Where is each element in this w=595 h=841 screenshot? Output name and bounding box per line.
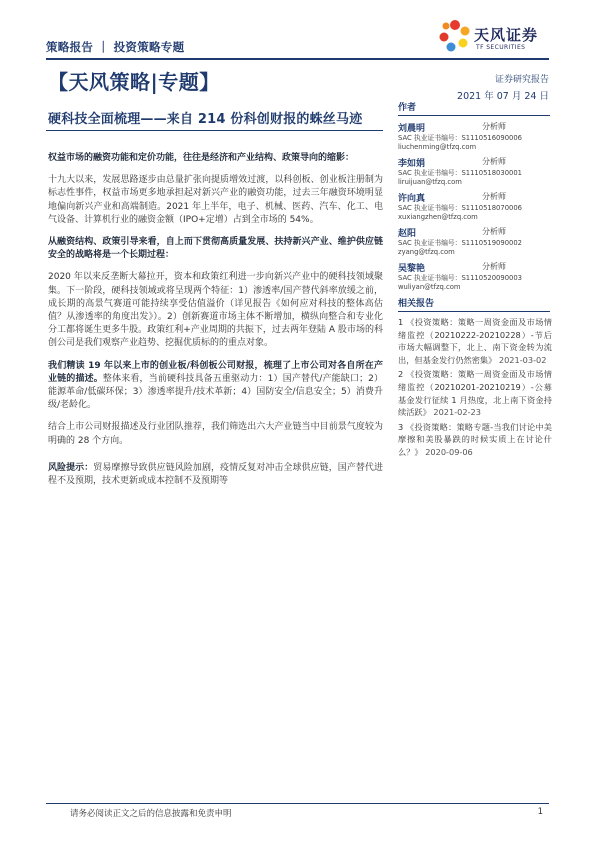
author-email[interactable]: liruijuan@tfzq.com bbox=[398, 178, 462, 186]
report-date: 2021 年 07 月 24 日 bbox=[457, 91, 549, 102]
author-cert: SAC 执业证书编号：S1110520090003 bbox=[398, 274, 522, 282]
body-paragraph-1: 权益市场的融资功能和定价功能，往往是经济和产业结构、政策导向的缩影： bbox=[48, 153, 355, 163]
related-report-title: 3 《投资策略：策略专题-当我们讨论中美摩擦和美股暴跌的时候实质上在讨论什么？》 bbox=[398, 421, 552, 457]
related-reports-list bbox=[398, 316, 552, 461]
body-paragraph-2: 十九大以来，发展思路逐步由总量扩张向提质增效过渡，以科创板、创业板注册制为标志性事件，权益市场更多地承担起对新兴产业的融资功能，过去三年融资环境明显地偏向新兴产业和高端制造。2021 年上半年，电子、机械、医药、汽车、化工、电气设备、计算机行业的融资金额（IPO+定增）占到全市场的 54%。 bbox=[48, 175, 383, 225]
author-email[interactable]: liuchenming@tfzq.com bbox=[398, 143, 477, 151]
author-name: 吴黎艳 bbox=[398, 264, 426, 274]
report-type: 证券研究报告 bbox=[494, 75, 549, 85]
author-panel bbox=[398, 100, 550, 296]
author-entry bbox=[398, 191, 550, 222]
related-report-date: 2020-09-06 bbox=[425, 446, 473, 457]
author-role: 分析师 bbox=[482, 157, 506, 166]
author-email[interactable]: xuxiangzhen@tfzq.com bbox=[398, 213, 478, 221]
footer-divider bbox=[46, 803, 549, 804]
header-divider bbox=[46, 58, 549, 60]
body-paragraph-5 bbox=[48, 360, 383, 413]
author-entry bbox=[398, 121, 550, 152]
subtitle-divider bbox=[46, 130, 383, 131]
body-paragraph-5-rest: 整体来看，当前硬科技具备五重驱动力：1）国产替代/产能缺口；2）能源革命/低碳环保；3）渗透率提升/技术革新；4）国防安全/信息安全；5）消费升级/老龄化。 bbox=[48, 373, 383, 411]
author-name: 刘晨明 bbox=[398, 124, 426, 134]
report-subtitle: 硬科技全面梳理——来自 214 份科创财报的蛛丝马迹 bbox=[48, 112, 363, 127]
author-role: 分析师 bbox=[482, 122, 506, 131]
authors-heading: 作者 bbox=[398, 100, 550, 116]
author-email[interactable]: zyang@tfzq.com bbox=[398, 248, 455, 256]
company-logo bbox=[438, 18, 550, 56]
author-entry bbox=[398, 156, 550, 187]
author-email[interactable]: wuliyan@tfzq.com bbox=[398, 283, 461, 291]
related-report-title: 1 《投资策略：策略一周资金面及市场情绪监控（20210222-20210228）-节后市场大幅调整下，北上、南下资金转为流出，但基金发行仍然密集》 bbox=[398, 317, 552, 365]
related-reports-heading: 相关报告 bbox=[398, 296, 550, 312]
body-paragraph-3: 从融资结构、政策引导来看，自上而下贯彻高质量发展、扶持新兴产业、维护供应链安全的战略将是一个长期过程： bbox=[48, 237, 383, 261]
related-report-date: 2021-02-23 bbox=[433, 407, 481, 418]
report-category: 策略报告 ｜ 投资策略专题 bbox=[46, 40, 185, 54]
author-entry bbox=[398, 261, 550, 292]
author-cert: SAC 执业证书编号：S1110519090002 bbox=[398, 239, 522, 247]
logo-english-name: TF SECURITIES bbox=[476, 44, 526, 51]
author-role: 分析师 bbox=[482, 262, 506, 271]
related-report-item[interactable] bbox=[398, 316, 552, 366]
page-number: 1 bbox=[537, 807, 543, 817]
author-name: 李如娟 bbox=[398, 159, 426, 169]
risk-warning bbox=[48, 462, 383, 488]
author-cert: SAC 执业证书编号：S1110516090006 bbox=[398, 134, 522, 142]
author-name: 许向真 bbox=[398, 194, 426, 204]
author-entry bbox=[398, 226, 550, 257]
author-cert: SAC 执业证书编号：S1110518030001 bbox=[398, 169, 522, 177]
report-title: 【天风策略|专题】 bbox=[48, 70, 220, 94]
author-cert: SAC 执业证书编号：S1110518070006 bbox=[398, 204, 522, 212]
logo-chinese-name: 天风证券 bbox=[474, 26, 539, 44]
footer-disclaimer: 请务必阅读正文之后的信息披露和免责申明 bbox=[70, 809, 232, 819]
logo-flower-icon bbox=[438, 18, 472, 54]
author-name: 赵阳 bbox=[398, 229, 417, 239]
author-role: 分析师 bbox=[482, 227, 506, 236]
author-role: 分析师 bbox=[482, 192, 506, 201]
body-paragraph-6: 结合上市公司财报描述及行业团队推荐，我们筛选出六大产业链当中目前景气度较为明确的 28 个方向。 bbox=[48, 422, 383, 446]
body-paragraph-5-lead: 我们精读 19 年以来上市的创业板/科创板公司财报，梳理了上市公司对各自所在产业链的描述。 bbox=[48, 360, 383, 384]
related-report-title: 2 《投资策略：策略一周资金面及市场情绪监控（20210201-20210219）-公募基金发行征续 1 月热度，北上南下资金持续活跃》 bbox=[398, 369, 552, 418]
risk-label: 风险提示： bbox=[48, 462, 94, 473]
main-body bbox=[48, 152, 383, 497]
related-report-item[interactable] bbox=[398, 421, 552, 459]
related-report-date: 2021-03-02 bbox=[498, 354, 547, 365]
risk-text: 贸易摩擦导致供应链风险加剧，疫情反复对冲击全球供应链，国产替代进程不及预期，技术更新或成本控制不及预期等 bbox=[48, 462, 383, 487]
body-paragraph-4: 2020 年以来反垄断大幕拉开，资本和政策红利进一步向新兴产业中的硬科技领域聚集。下一阶段，硬科技领域或将呈现两个特征：1）渗透率/国产替代斜率放缓之前，成长期的高景气赛道可能持续享受估值溢价（详见报告《如何应对科技的整体高估值？从渗透率的角度出发》）。2）创新赛道市场主体不断增加，横纵向整合和专业化分工都将诞生更多牛股。政策红利+产业周期的共振下，过去两年登陆 A 股市场的科创公司是我们观察产业趋势、挖掘优质标的的重点对象。 bbox=[48, 272, 383, 349]
related-report-item[interactable] bbox=[398, 368, 552, 418]
